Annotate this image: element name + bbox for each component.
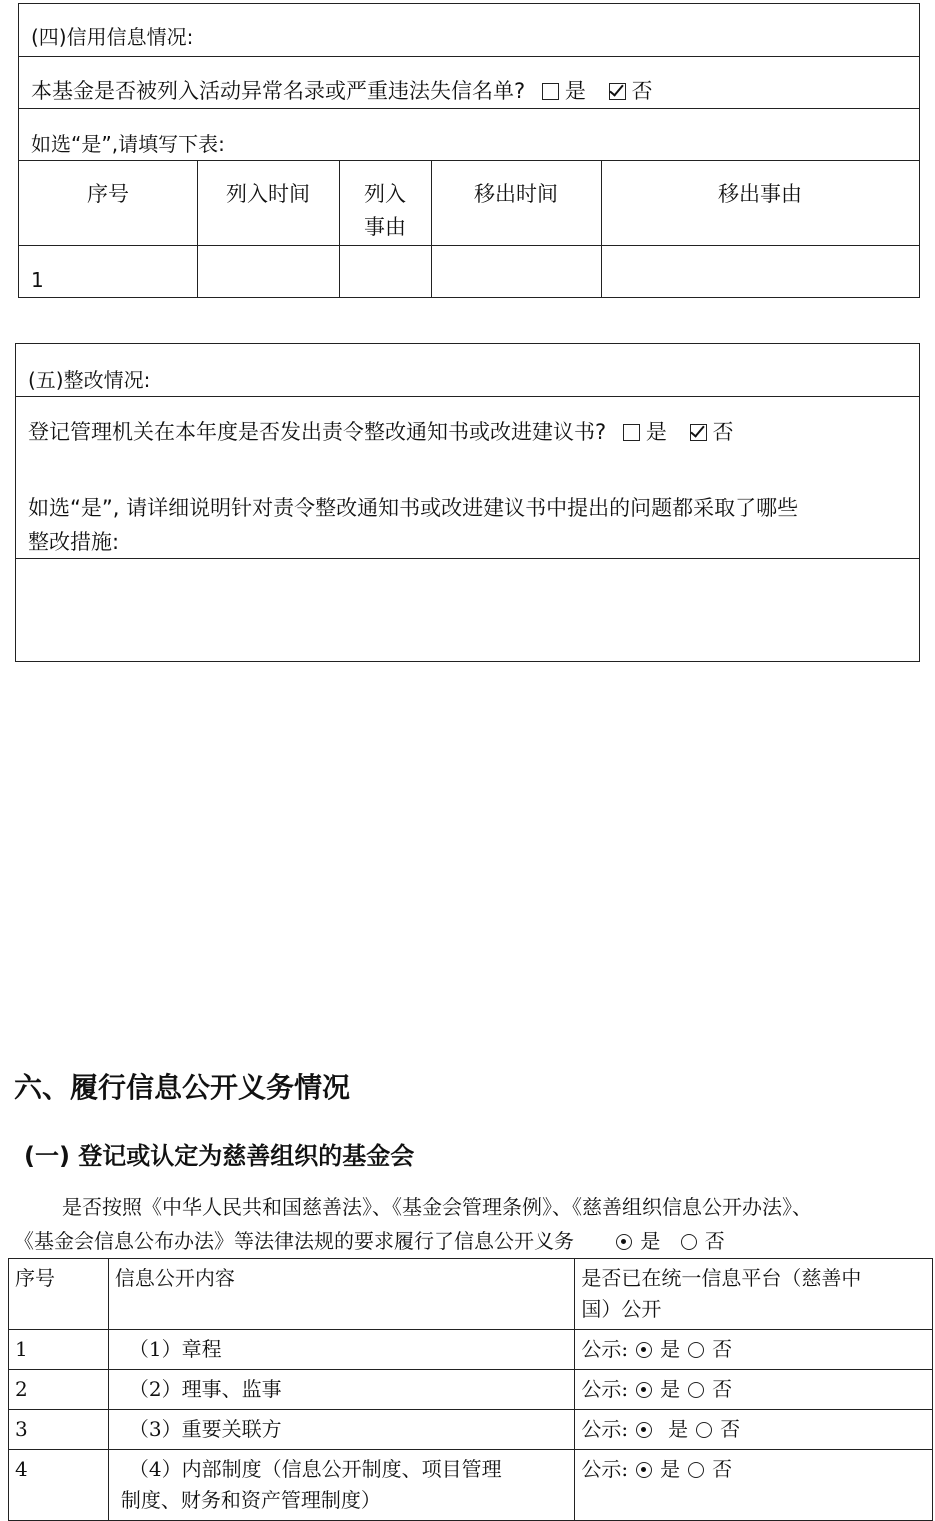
disclosure-yes-label: 是 xyxy=(660,1457,681,1481)
disclosure-header-row xyxy=(9,1259,933,1330)
credit-yes-label: 是 xyxy=(564,79,586,103)
credit-if-yes-row xyxy=(19,109,919,161)
credit-info-box xyxy=(18,3,920,298)
disclosure-prefix: 公示: xyxy=(581,1417,629,1441)
credit-col-listed-reason-line2: 事由 xyxy=(364,215,406,239)
credit-if-yes: 如选“是”,请填写下表: xyxy=(31,132,225,156)
disclosure-row-status xyxy=(575,1330,933,1370)
credit-question-row xyxy=(19,57,919,109)
disclosure-yes-radio[interactable] xyxy=(636,1462,652,1478)
credit-col-index: 序号 xyxy=(87,182,129,206)
disclosure-no-radio[interactable] xyxy=(688,1342,704,1358)
section6-yes-radio[interactable] xyxy=(616,1234,632,1250)
disclosure-col-status-line1: 是否已在统一信息平台（慈善中 xyxy=(581,1266,862,1290)
disclosure-row-status xyxy=(575,1450,933,1521)
disclosure-yes-radio[interactable] xyxy=(636,1422,652,1438)
rectify-detail xyxy=(16,491,919,559)
disclosure-row xyxy=(9,1330,933,1370)
credit-col-listed-time: 列入时间 xyxy=(226,182,310,206)
credit-heading-row xyxy=(19,4,919,56)
rectify-no-label: 否 xyxy=(712,420,734,444)
section6-paragraph xyxy=(14,1190,934,1258)
disclosure-no-radio[interactable] xyxy=(688,1462,704,1478)
rectify-no-checkbox[interactable] xyxy=(690,424,707,441)
disclosure-row-index: 4 xyxy=(9,1450,109,1521)
rectify-heading-row xyxy=(16,344,919,396)
disclosure-row xyxy=(9,1450,933,1521)
disclosure-yes-label: 是 xyxy=(660,1337,681,1361)
disclosure-row-content xyxy=(108,1450,574,1521)
rectify-detail-line1: 如选“是”, 请详细说明针对责令整改通知书或改进建议书中提出的问题都采取了哪些 xyxy=(28,496,799,520)
section6-subtitle: (一) 登记或认定为慈善组织的基金会 xyxy=(24,1142,415,1170)
rectify-heading: (五)整改情况: xyxy=(28,368,151,392)
credit-col-removed-time: 移出时间 xyxy=(474,182,558,206)
credit-no-checkbox[interactable] xyxy=(609,83,626,100)
rectify-question-row xyxy=(16,397,919,457)
section6-para-line2-row xyxy=(14,1224,934,1258)
disclosure-table xyxy=(8,1258,933,1521)
rectify-yes-label: 是 xyxy=(645,420,667,444)
rectify-box xyxy=(15,343,920,662)
disclosure-no-label: 否 xyxy=(720,1417,741,1441)
disclosure-col-status xyxy=(575,1259,933,1330)
disclosure-row-content: （2）理事、监事 xyxy=(108,1370,574,1410)
credit-col-removed-reason: 移出事由 xyxy=(718,182,802,206)
disclosure-no-label: 否 xyxy=(712,1457,733,1481)
section6-title: 六、履行信息公开义务情况 xyxy=(14,1071,351,1104)
rectify-question: 登记管理机关在本年度是否发出责令整改通知书或改进建议书? xyxy=(28,420,607,444)
disclosure-col-status-line2: 国）公开 xyxy=(581,1297,662,1321)
credit-col-listed-reason xyxy=(339,178,431,244)
disclosure-row-index: 3 xyxy=(9,1410,109,1450)
disclosure-row-content: （1）章程 xyxy=(108,1330,574,1370)
section6-para-line2: 《基金会信息公布办法》等法律法规的要求履行了信息公开义务 xyxy=(14,1229,574,1253)
disclosure-row-content-line2: 制度、财务和资产管理制度） xyxy=(120,1488,381,1512)
credit-col-listed-reason-line1: 列入 xyxy=(364,182,406,206)
section6-yes-label: 是 xyxy=(640,1229,661,1253)
disclosure-no-label: 否 xyxy=(712,1337,733,1361)
rectify-answer-area[interactable] xyxy=(16,559,919,661)
section6-no-radio[interactable] xyxy=(681,1234,697,1250)
disclosure-row-status xyxy=(575,1370,933,1410)
credit-question: 本基金是否被列入活动异常名录或严重违法失信名单? xyxy=(31,79,526,103)
disclosure-yes-label: 是 xyxy=(668,1417,689,1441)
disclosure-no-radio[interactable] xyxy=(696,1422,712,1438)
disclosure-row-content: （3）重要关联方 xyxy=(108,1410,574,1450)
rectify-detail-line2: 整改措施: xyxy=(28,530,120,554)
disclosure-row-index: 2 xyxy=(9,1370,109,1410)
section6-no-label: 否 xyxy=(704,1229,725,1253)
disclosure-yes-label: 是 xyxy=(660,1377,681,1401)
disclosure-yes-radio[interactable] xyxy=(636,1342,652,1358)
rectify-yes-checkbox[interactable] xyxy=(623,424,640,441)
credit-heading: (四)信用信息情况: xyxy=(31,25,194,49)
disclosure-no-label: 否 xyxy=(712,1377,733,1401)
disclosure-yes-radio[interactable] xyxy=(636,1382,652,1398)
disclosure-row-status xyxy=(575,1410,933,1450)
disclosure-row-index: 1 xyxy=(9,1330,109,1370)
credit-no-label: 否 xyxy=(631,79,653,103)
disclosure-row xyxy=(9,1370,933,1410)
section6-para-line1: 是否按照《中华人民共和国慈善法》、《基金会管理条例》、《慈善组织信息公开办法》、 xyxy=(62,1195,812,1219)
credit-row1-index: 1 xyxy=(31,268,44,292)
disclosure-no-radio[interactable] xyxy=(688,1382,704,1398)
disclosure-prefix: 公示: xyxy=(581,1377,629,1401)
disclosure-col-index: 序号 xyxy=(9,1259,109,1330)
credit-yes-checkbox[interactable] xyxy=(542,83,559,100)
disclosure-row xyxy=(9,1410,933,1450)
disclosure-prefix: 公示: xyxy=(581,1457,629,1481)
disclosure-prefix: 公示: xyxy=(581,1337,629,1361)
disclosure-row-content-line1: （4）内部制度（信息公开制度、项目管理 xyxy=(128,1457,502,1481)
disclosure-col-content: 信息公开内容 xyxy=(108,1259,574,1330)
